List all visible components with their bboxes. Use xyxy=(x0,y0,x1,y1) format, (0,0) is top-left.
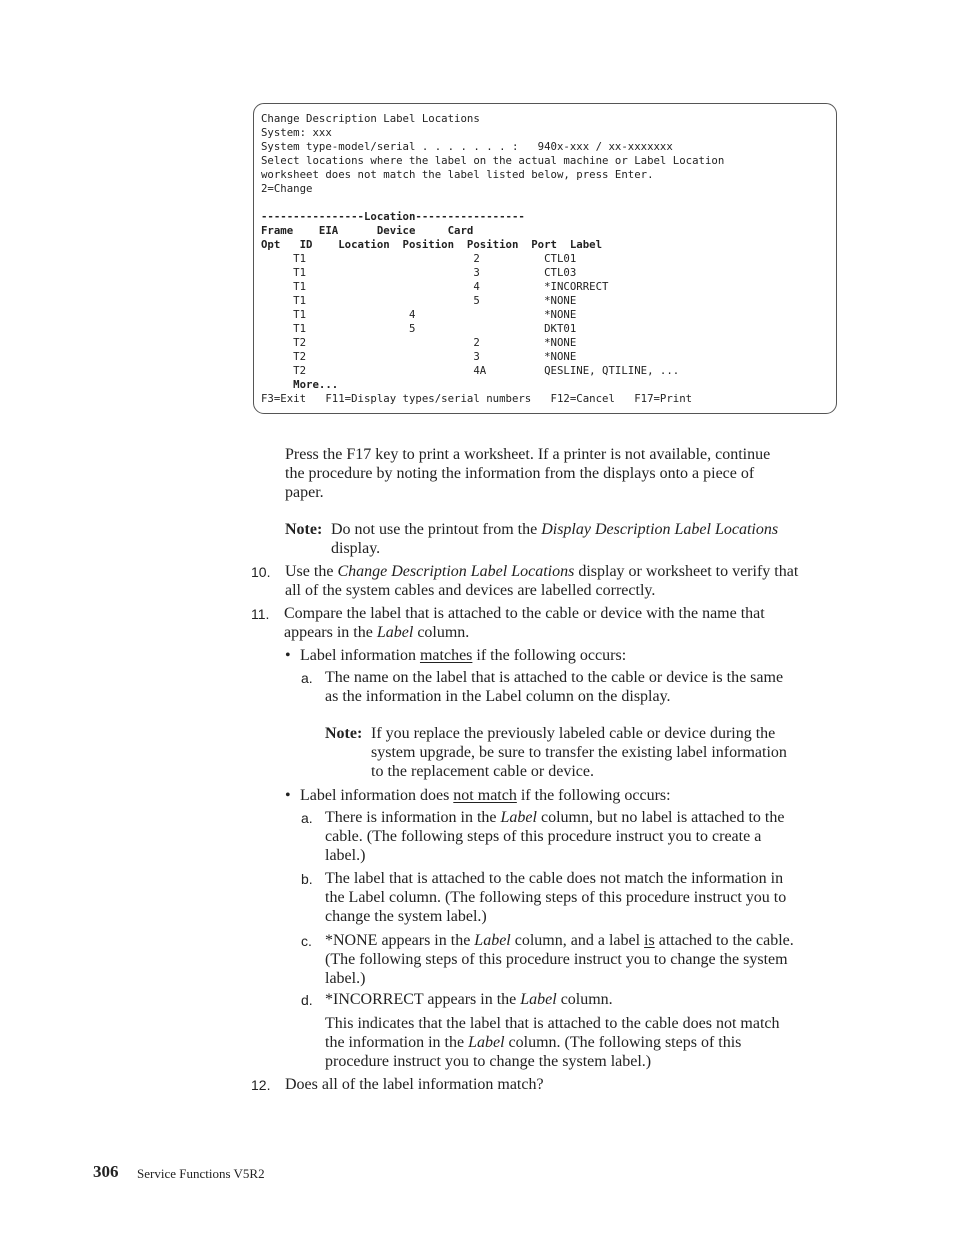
bullet-matches: Label information matches if the following occurs: xyxy=(300,647,627,664)
step-number: 12. xyxy=(251,1077,271,1093)
bullet-icon: • xyxy=(285,647,291,664)
footer-title: Service Functions V5R2 xyxy=(137,1166,265,1181)
sub-step-text: *NONE appears in the Label column, and a label is attached to the cable. (The following steps of this procedure instruct you to change the system label.) xyxy=(325,932,794,987)
table-row: T2 3 *NONE xyxy=(261,350,577,363)
more-indicator: More... xyxy=(261,378,339,391)
sub-step-letter: d. xyxy=(301,992,313,1008)
note-replace-text: If you replace the previously labeled cable or device during the system upgrade, be sure to transfer the existing label information to the replacement cable or device. xyxy=(371,725,787,780)
step-11-text: Compare the label that is attached to the cable or device with the name that appears in the Label column. xyxy=(284,605,765,641)
table-row: T2 2 *NONE xyxy=(261,336,577,349)
sub-step-letter: a. xyxy=(301,810,313,826)
note-replace xyxy=(325,724,362,743)
sub-step-text: The label that is attached to the cable does not match the information in the Label column. (The following steps of this procedure instruct you to change the system label.) xyxy=(325,870,787,925)
step-number: 11. xyxy=(251,606,270,622)
screen-instruction-1: Select locations where the label on the actual machine or Label Location xyxy=(261,154,725,167)
sub-step-text: The name on the label that is attached to the cable or device is the same as the information in the Label column on the display. xyxy=(325,669,784,705)
screen-title: Change Description Label Locations xyxy=(261,112,480,125)
sub-step-letter: a. xyxy=(301,670,313,686)
column-header-2: Opt ID Location Position Position Port Label xyxy=(261,238,603,251)
sub-step-letter: b. xyxy=(301,871,313,887)
table-row: T2 4A QESLINE, QTILINE, ... xyxy=(261,364,680,377)
table-row: T1 4 *NONE xyxy=(261,308,577,321)
screen-type-model: System type-model/serial . . . . . . . : 940x-xxx / xx-xxxxxxx xyxy=(261,140,673,153)
bullet-icon: • xyxy=(285,787,291,804)
paragraph-print-worksheet: Press the F17 key to print a worksheet. If a printer is not available, continue the procedure by noting the information from the displays onto a piece of paper. xyxy=(285,446,771,501)
screen-instruction-2: worksheet does not match the label listed below, press Enter. xyxy=(261,168,654,181)
screen-display-text xyxy=(261,112,724,406)
table-row: T1 5 DKT01 xyxy=(261,322,577,335)
note-label: Note: xyxy=(285,521,323,538)
location-header: ----------------Location----------------- xyxy=(261,210,525,223)
note-label: Note: xyxy=(325,725,363,742)
step-10-text: Use the Change Description Label Locations display or worksheet to verify that all of the system cables and devices are labelled correctly. xyxy=(285,563,799,599)
sub-step-letter: c. xyxy=(301,933,312,949)
screen-instruction-3: 2=Change xyxy=(261,182,313,195)
step-number: 10. xyxy=(251,564,271,580)
column-header-1: Frame EIA Device Card xyxy=(261,224,474,237)
table-row: T1 3 CTL03 xyxy=(261,266,577,279)
screen-system: System: xxx xyxy=(261,126,332,139)
function-keys: F3=Exit F11=Display types/serial numbers F12=Cancel F17=Print xyxy=(261,392,693,405)
sub-step-paragraph: This indicates that the label that is attached to the cable does not match the information in the Label column. (The following steps of this procedure instruct you to change the system label.) xyxy=(325,1015,780,1070)
sub-step-text: *INCORRECT appears in the Label column. xyxy=(325,991,613,1008)
sub-step-text: There is information in the Label column, but no label is attached to the cable. (The following steps of this procedure instruct you to create a label.) xyxy=(325,809,785,864)
table-row: T1 4 *INCORRECT xyxy=(261,280,609,293)
bullet-not-match: Label information does not match if the following occurs: xyxy=(300,787,671,804)
table-row: T1 2 CTL01 xyxy=(261,252,577,265)
note-printout xyxy=(285,520,322,539)
table-row: T1 5 *NONE xyxy=(261,294,577,307)
step-12-text: Does all of the label information match? xyxy=(285,1076,544,1093)
page-number: 306 xyxy=(93,1162,119,1181)
note-printout-text: Do not use the printout from the Display Description Label Locations display. xyxy=(331,521,779,557)
